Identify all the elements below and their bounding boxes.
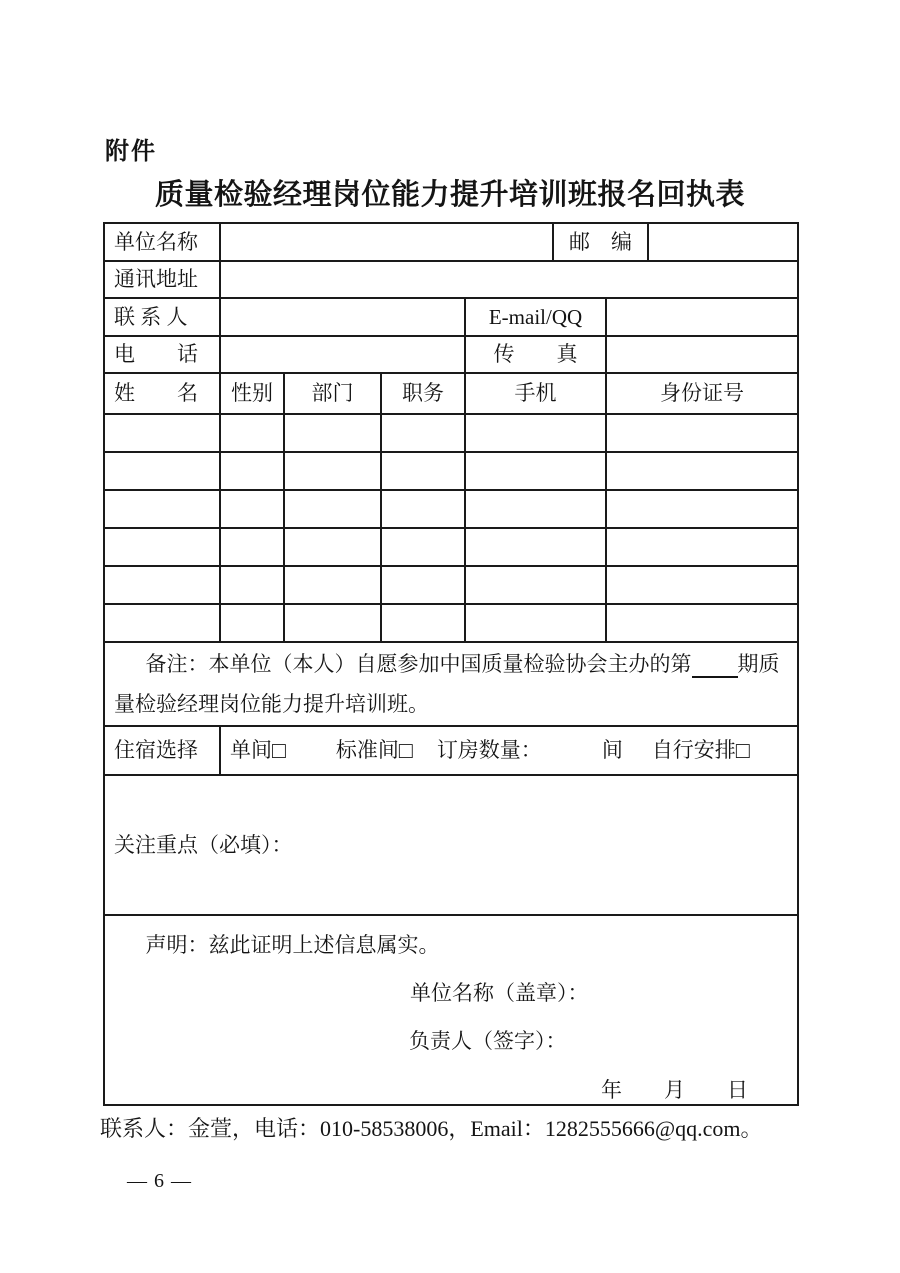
phone-row bbox=[104, 336, 798, 373]
roster-empty-rows bbox=[104, 414, 798, 642]
roster-empty-row bbox=[104, 604, 798, 642]
signer-label: 负责人（签字）： bbox=[409, 1029, 567, 1053]
roster-empty-cell bbox=[606, 528, 798, 566]
roster-empty-cell bbox=[465, 490, 606, 528]
roster-empty-cell bbox=[606, 566, 798, 604]
phone-label: 电 话 bbox=[104, 336, 220, 373]
accommodation-row bbox=[104, 726, 798, 775]
roster-empty-cell bbox=[220, 490, 284, 528]
standard-room-checkbox-icon: □ bbox=[398, 738, 413, 764]
single-room-checkbox-icon: □ bbox=[272, 738, 286, 764]
roster-empty-cell bbox=[104, 566, 220, 604]
focus-label: 关注重点（必填）： bbox=[114, 832, 293, 857]
email-qq-label: E-mail/QQ bbox=[465, 298, 606, 336]
remarks-row bbox=[104, 642, 798, 726]
address-row bbox=[104, 261, 798, 298]
roster-empty-cell bbox=[465, 566, 606, 604]
self-arrange-checkbox-icon: □ bbox=[735, 738, 750, 764]
roster-empty-cell bbox=[606, 604, 798, 642]
roster-empty-cell bbox=[381, 528, 465, 566]
attachment-label: 附件 bbox=[105, 138, 157, 165]
roster-empty-cell bbox=[465, 604, 606, 642]
option-self-arrange: 自行安排□ bbox=[651, 738, 750, 764]
option-standard-room: 标准间□ bbox=[335, 738, 413, 764]
date-line: 年 月 日 bbox=[601, 1078, 748, 1102]
roster-empty-cell bbox=[381, 452, 465, 490]
fax-label: 传 真 bbox=[465, 336, 606, 373]
footer-contact-info: 联系人：金萱，电话：010-58538006，Email：1282555666@qq.com。 bbox=[100, 1116, 763, 1141]
roster-header-position: 职务 bbox=[381, 373, 465, 414]
page-title: 质量检验经理岗位能力提升培训班报名回执表 bbox=[154, 179, 745, 211]
accommodation-options bbox=[220, 726, 798, 775]
roster-empty-cell bbox=[381, 604, 465, 642]
roster-empty-cell bbox=[104, 528, 220, 566]
unit-name-label: 单位名称 bbox=[104, 223, 220, 261]
roster-empty-cell bbox=[104, 604, 220, 642]
declaration-statement: 声明：兹此证明上述信息属实。 bbox=[145, 933, 440, 957]
unit-name-field bbox=[220, 223, 553, 261]
room-quantity-label: 订房数量： bbox=[436, 738, 542, 763]
roster-empty-cell bbox=[284, 528, 381, 566]
roster-header-mobile: 手机 bbox=[465, 373, 606, 414]
contact-row bbox=[104, 298, 798, 336]
accommodation-label: 住宿选择 bbox=[104, 726, 220, 775]
roster-empty-cell bbox=[220, 566, 284, 604]
roster-empty-cell bbox=[606, 490, 798, 528]
roster-empty-cell bbox=[220, 604, 284, 642]
roster-empty-cell bbox=[284, 566, 381, 604]
roster-empty-cell bbox=[284, 414, 381, 452]
focus-cell bbox=[104, 775, 798, 915]
roster-empty-cell bbox=[104, 490, 220, 528]
declaration-cell bbox=[104, 915, 798, 1105]
roster-empty-cell bbox=[284, 452, 381, 490]
roster-empty-cell bbox=[606, 414, 798, 452]
roster-header-id-number: 身份证号 bbox=[606, 373, 798, 414]
focus-row bbox=[104, 775, 798, 915]
email-qq-field bbox=[606, 298, 798, 336]
roster-empty-cell bbox=[381, 414, 465, 452]
contact-person-label: 联 系 人 bbox=[104, 298, 220, 336]
remarks-blank-underline bbox=[692, 652, 738, 678]
roster-empty-cell bbox=[284, 490, 381, 528]
roster-empty-row bbox=[104, 566, 798, 604]
roster-header-row bbox=[104, 373, 798, 414]
roster-empty-cell bbox=[104, 452, 220, 490]
roster-header-gender: 性别 bbox=[220, 373, 284, 414]
roster-empty-cell bbox=[465, 452, 606, 490]
contact-person-field bbox=[220, 298, 465, 336]
address-field bbox=[220, 261, 798, 298]
address-label: 通讯地址 bbox=[104, 261, 220, 298]
roster-empty-row bbox=[104, 528, 798, 566]
roster-empty-cell bbox=[465, 528, 606, 566]
unit-name-row bbox=[104, 223, 798, 261]
roster-empty-row bbox=[104, 414, 798, 452]
phone-field bbox=[220, 336, 465, 373]
unit-seal-label: 单位名称（盖章）： bbox=[410, 981, 589, 1005]
option-single-room: 单间□ bbox=[230, 738, 286, 764]
remarks-text: 备注：本单位（本人）自愿参加中国质量检验协会主办的第 期质量检验经理岗位能力提升培训班。 bbox=[114, 652, 780, 716]
roster-empty-cell bbox=[381, 566, 465, 604]
roster-header-name: 姓 名 bbox=[104, 373, 220, 414]
roster-empty-cell bbox=[220, 528, 284, 566]
roster-empty-cell bbox=[465, 414, 606, 452]
postcode-field bbox=[648, 223, 798, 261]
page-number: — 6 — bbox=[127, 1170, 192, 1192]
roster-empty-cell bbox=[381, 490, 465, 528]
registration-form-table bbox=[103, 222, 799, 1106]
roster-empty-row bbox=[104, 490, 798, 528]
roster-header-department: 部门 bbox=[284, 373, 381, 414]
postcode-label: 邮 编 bbox=[553, 223, 648, 261]
declaration-row bbox=[104, 915, 798, 1105]
roster-empty-cell bbox=[220, 452, 284, 490]
roster-empty-cell bbox=[284, 604, 381, 642]
roster-empty-cell bbox=[220, 414, 284, 452]
room-quantity-unit: 间 bbox=[601, 738, 623, 763]
remarks-cell bbox=[104, 642, 798, 726]
roster-empty-cell bbox=[606, 452, 798, 490]
fax-field bbox=[606, 336, 798, 373]
roster-empty-cell bbox=[104, 414, 220, 452]
roster-empty-row bbox=[104, 452, 798, 490]
